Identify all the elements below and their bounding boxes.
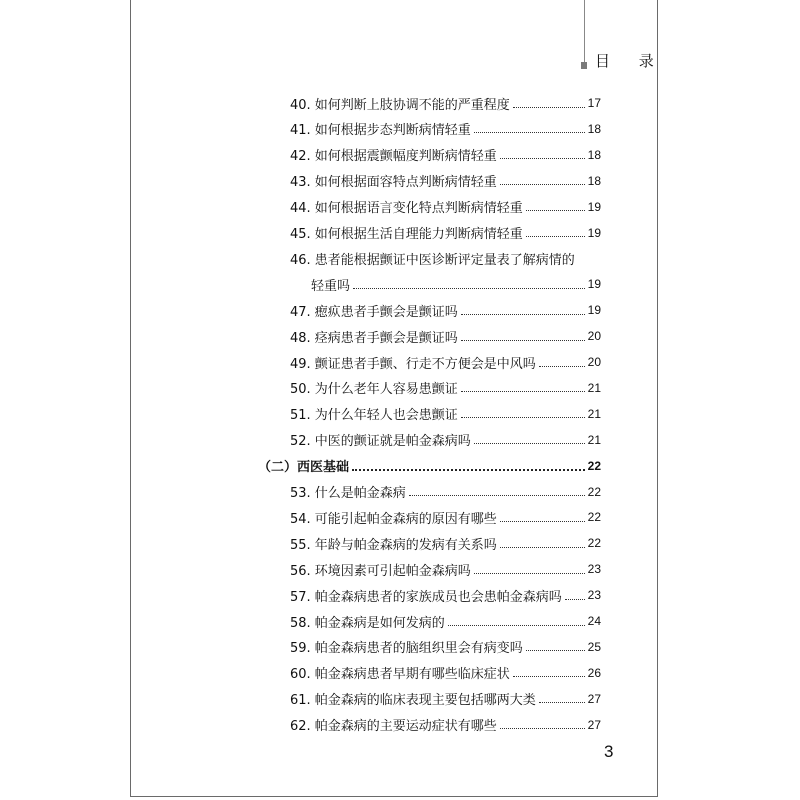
dot-leader (526, 210, 585, 211)
toc-page-number: 19 (587, 277, 601, 292)
toc-row (311, 273, 601, 295)
toc-row (290, 636, 601, 658)
toc-row (290, 222, 601, 244)
toc-page-number: 18 (587, 121, 601, 136)
dot-leader (526, 236, 585, 237)
toc-row (290, 144, 601, 166)
toc-row (290, 299, 601, 321)
toc-entry-title: 57. 帕金森病患者的家族成员也会患帕金森病吗 (290, 589, 562, 605)
running-header-title: 目 录 (595, 52, 666, 70)
toc-page-number: 17 (587, 96, 601, 110)
toc-entry-title: 52. 中医的颤证就是帕金森病吗 (290, 434, 471, 450)
toc-page-number: 19 (587, 225, 601, 240)
toc-row (290, 351, 601, 373)
dot-leader (448, 625, 585, 626)
toc-entry-title: 61. 帕金森病的临床表现主要包括哪两大类 (290, 693, 536, 709)
toc-page-number: 22 (587, 484, 601, 499)
toc-row (290, 610, 601, 632)
toc-page-number: 21 (587, 380, 601, 395)
dot-leader (565, 599, 585, 600)
dot-leader (474, 132, 585, 133)
dot-leader (500, 184, 585, 185)
toc-page-number: 20 (587, 355, 601, 369)
toc-row (290, 247, 575, 269)
dot-leader (474, 573, 585, 574)
toc-entry-title: 53. 什么是帕金森病 (290, 486, 406, 501)
toc-entry-title: 44. 如何根据语言变化特点判断病情轻重 (290, 201, 523, 217)
dot-leader (526, 650, 585, 651)
toc-page-number: 23 (587, 588, 601, 603)
toc-entry-title: 轻重吗 (311, 278, 351, 294)
toc-page-number: 22 (587, 536, 601, 551)
toc-entry-title: 60. 帕金森病患者早期有哪些临床症状 (290, 667, 510, 683)
toc-entry-title: 56. 环境因素可引起帕金森病吗 (290, 563, 471, 579)
toc-page-number: 18 (587, 147, 601, 162)
toc-row (290, 532, 601, 554)
dot-leader (500, 547, 585, 548)
toc-page-number: 21 (587, 406, 601, 421)
toc-row (290, 481, 601, 503)
dot-leader (409, 495, 585, 496)
toc-entry-title: 48. 痉病患者手颤会是颤证吗 (290, 330, 458, 346)
toc-entry-title: 49. 颤证患者手颤、行走不方便会是中风吗 (290, 356, 536, 372)
toc-page-number: 23 (587, 562, 601, 577)
toc-row (290, 377, 601, 399)
toc-entry-title: （二）西医基础 (258, 460, 350, 476)
toc-entry-title: 40. 如何判断上肢协调不能的严重程度 (290, 97, 510, 113)
toc-row (290, 196, 601, 218)
toc-page-number: 26 (587, 665, 601, 680)
dot-leader (513, 107, 585, 108)
toc-entry-title: 42. 如何根据震颤幅度判断病情轻重 (290, 149, 497, 165)
toc-row (290, 118, 601, 140)
dot-leader (352, 469, 585, 471)
dot-leader (500, 158, 585, 159)
toc-entry-title: 50. 为什么老年人容易患颤证 (290, 382, 458, 398)
dot-leader (539, 366, 585, 367)
toc-row (290, 506, 601, 528)
toc-entry-title: 62. 帕金森病的主要运动症状有哪些 (290, 719, 497, 735)
dot-leader (461, 314, 585, 315)
toc-row (290, 714, 601, 736)
toc-entry-title: 51. 为什么年轻人也会患颤证 (290, 408, 458, 424)
toc-page-number: 27 (587, 691, 601, 706)
toc-page-number: 27 (587, 717, 601, 732)
toc-row (290, 325, 601, 347)
toc-entry-title: 43. 如何根据面容特点判断病情轻重 (290, 175, 497, 191)
toc-section-row (258, 455, 601, 477)
toc-entry-title: 46. 患者能根据颤证中医诊断评定量表了解病情的 (290, 252, 575, 268)
dot-leader (461, 391, 585, 392)
toc-entry-title: 58. 帕金森病是如何发病的 (290, 615, 445, 631)
toc-page-number: 22 (587, 510, 601, 525)
toc-row (290, 92, 601, 114)
dot-leader (500, 521, 585, 522)
toc-row (290, 558, 601, 580)
page-number: 3 (604, 742, 614, 761)
dot-leader (500, 728, 585, 729)
toc-entry-title: 55. 年龄与帕金森病的发病有关系吗 (290, 537, 497, 553)
toc-row (290, 688, 601, 710)
toc-page-number: 18 (587, 173, 601, 188)
toc-page-number: 19 (587, 303, 601, 318)
toc-entry-title: 45. 如何根据生活自理能力判断病情轻重 (290, 227, 523, 242)
dot-leader (513, 676, 585, 677)
toc-row (290, 170, 601, 192)
dot-leader (474, 443, 585, 444)
toc-entry-title: 54. 可能引起帕金森病的原因有哪些 (290, 511, 497, 527)
toc-row (290, 662, 601, 684)
toc-page-number: 21 (587, 432, 601, 447)
toc-page-number: 25 (587, 639, 601, 654)
toc-page-number: 24 (587, 614, 601, 628)
toc-row (290, 429, 601, 451)
dot-leader (461, 417, 585, 418)
dot-leader (353, 288, 585, 289)
dot-leader (539, 702, 585, 703)
toc-page-number: 19 (587, 199, 601, 214)
toc-entry-title: 47. 瘛疭患者手颤会是颤证吗 (290, 304, 458, 320)
toc-entry-title: 59. 帕金森病患者的脑组织里会有病变吗 (290, 641, 523, 657)
toc-row (290, 403, 601, 425)
toc-page-number: 20 (587, 329, 601, 344)
dot-leader (461, 340, 585, 341)
toc-row (290, 584, 601, 606)
toc-entry-title: 41. 如何根据步态判断病情轻重 (290, 123, 471, 139)
toc-page-number: 22 (587, 458, 601, 473)
